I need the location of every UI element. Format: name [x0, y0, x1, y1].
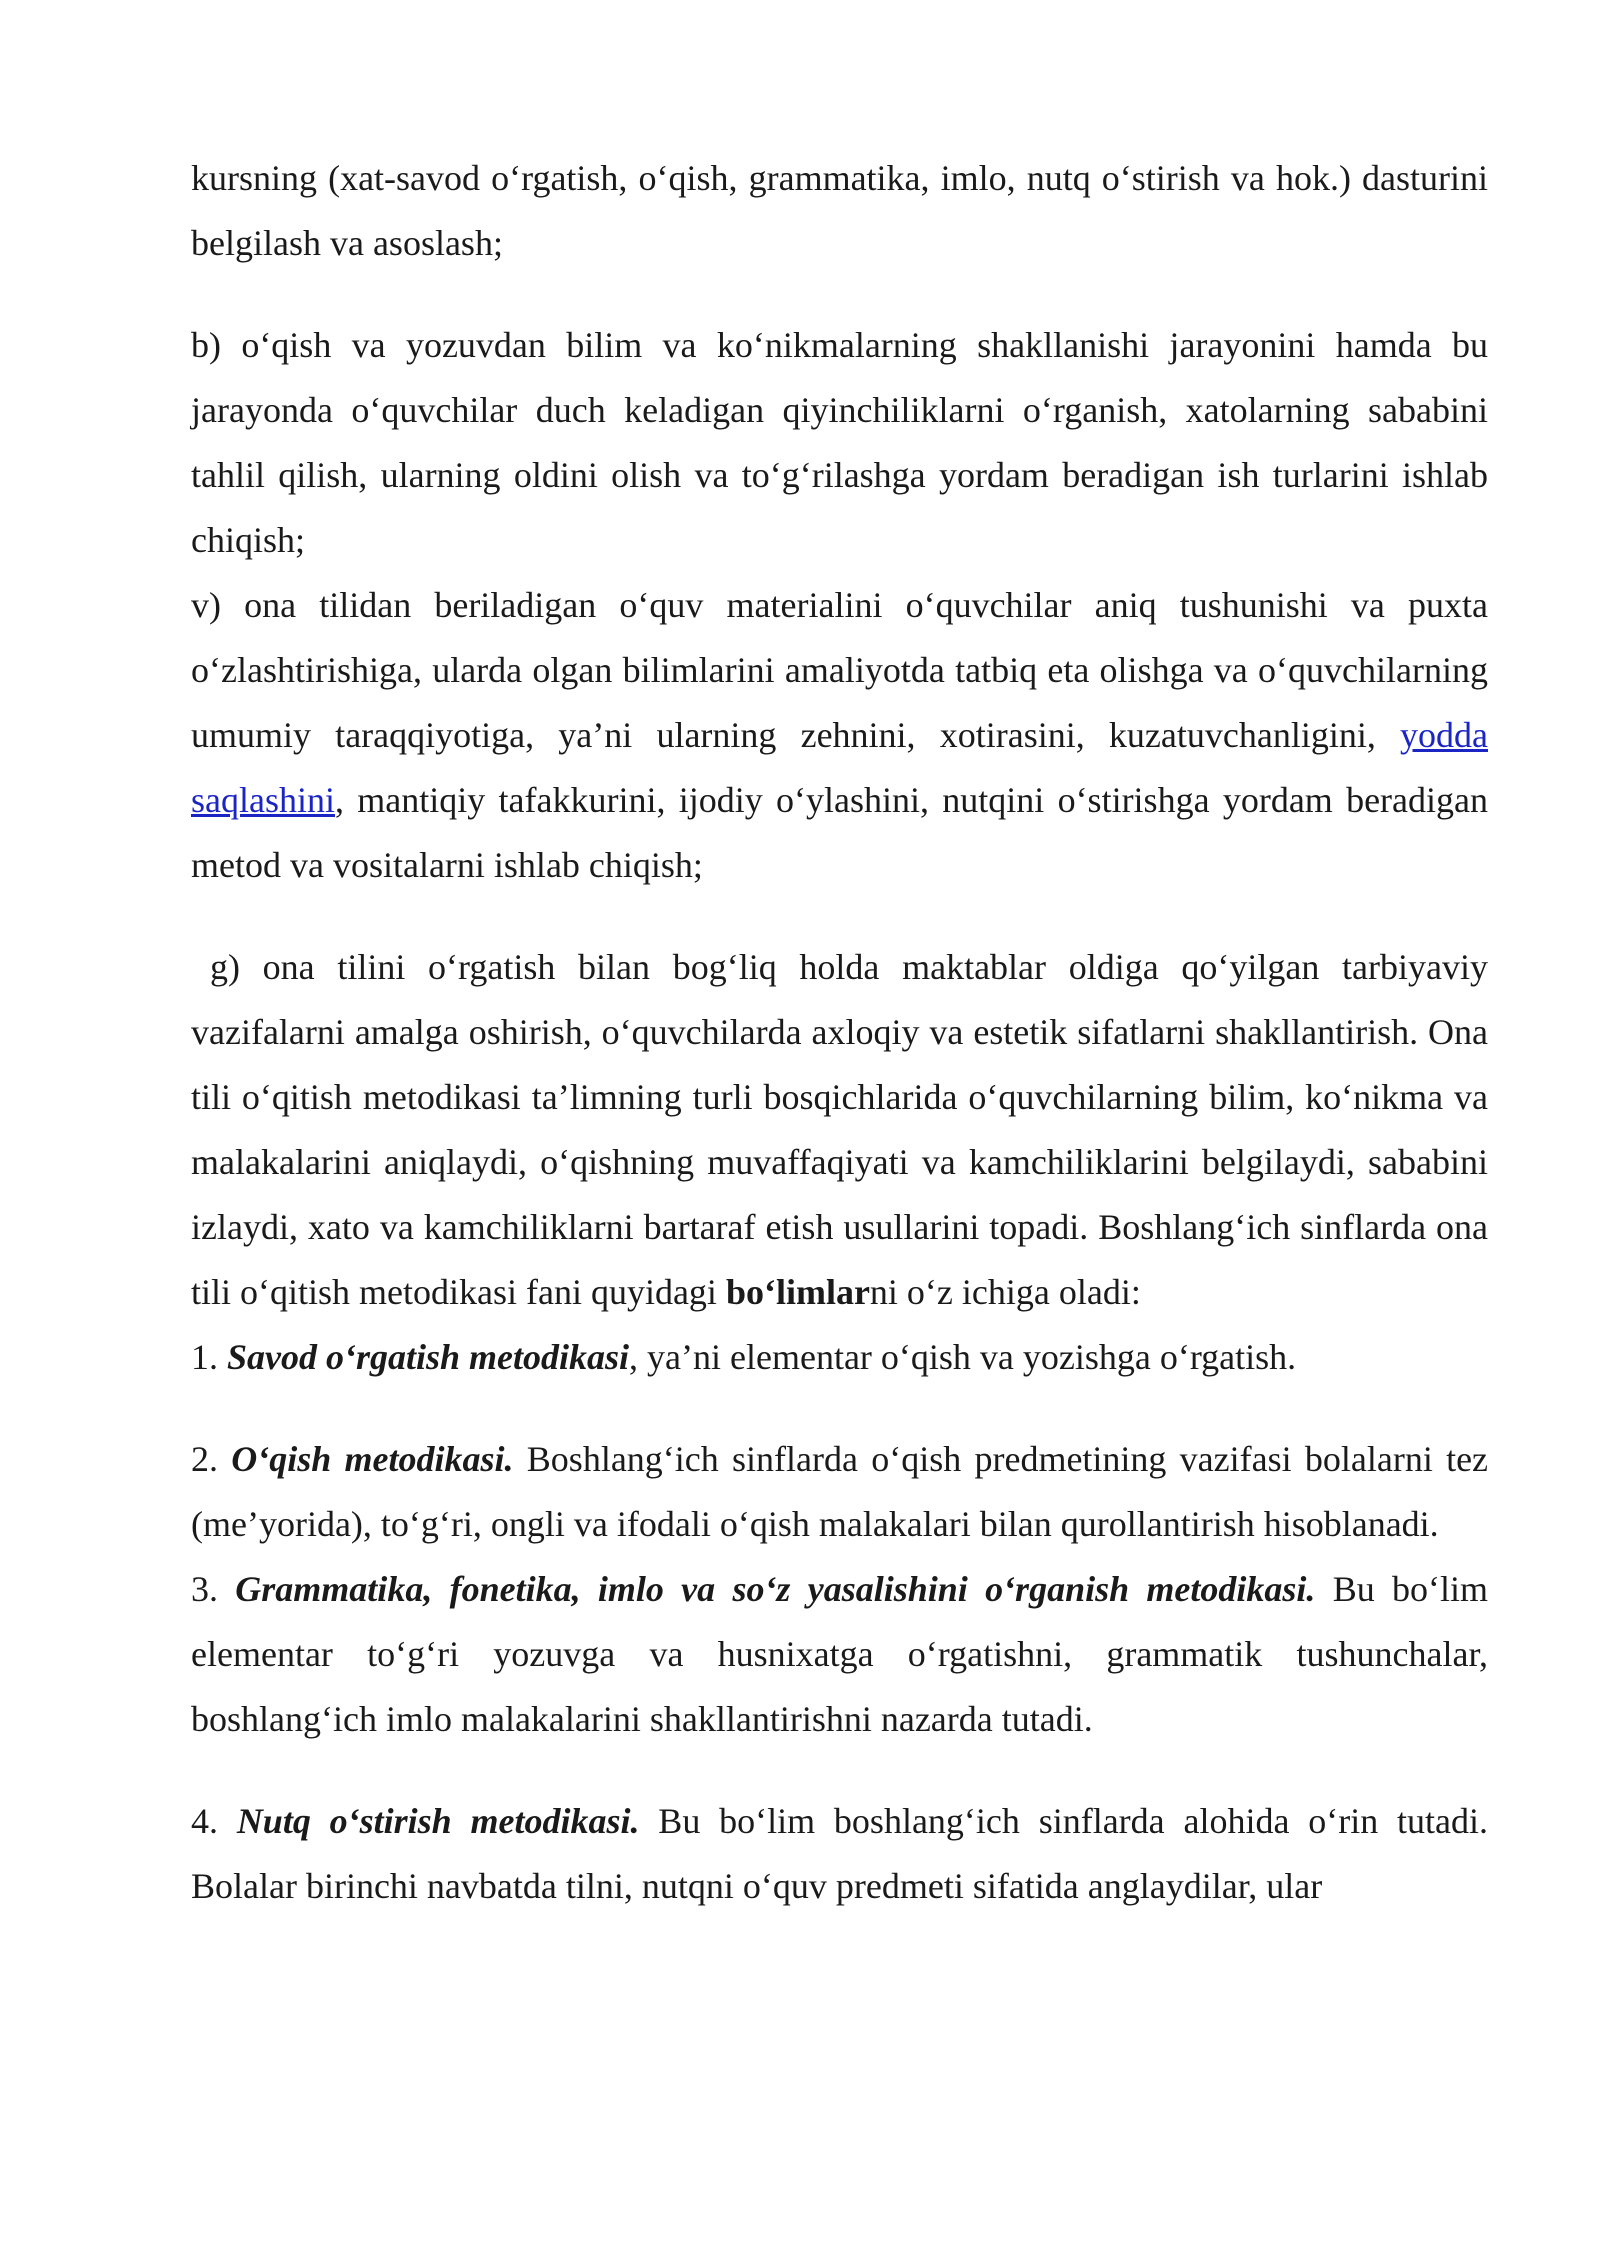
- section-3: [191, 1557, 1488, 1752]
- section-title: Grammatika, fonetika, imlo va so‘z yasalishini o‘rganish metodikasi.: [235, 1569, 1316, 1609]
- section-title: Savod o‘rgatish metodikasi: [227, 1337, 630, 1377]
- bolimlar-bold-text: bo‘limlar: [725, 1272, 870, 1312]
- paragraph-text: v) ona tilidan beriladigan o‘quv materialini o‘quvchilar aniq tushunishi va puxta o‘zlashtirishiga, ularda olgan bilimlarini amaliyotda tatbiq eta olishga va o‘quvchilarning umumiy taraqqiyotiga, ya’ni ularning zehnini, xotirasini, kuzatuvchanligini,: [191, 585, 1488, 755]
- paragraph-text: kursning (xat-savod o‘rgatish, o‘qish, grammatika, imlo, nutq o‘stirish va hok.) dasturini belgilash va asoslash;: [191, 158, 1488, 263]
- section-1: [191, 1325, 1488, 1390]
- section-number: 3.: [191, 1569, 218, 1609]
- paragraph-g: [191, 935, 1488, 1325]
- paragraph-b: [191, 313, 1488, 573]
- section-4: [191, 1789, 1488, 1919]
- section-number: 2.: [191, 1439, 218, 1479]
- paragraph-text: ni o‘z ichiga oladi:: [869, 1272, 1141, 1312]
- document-page: [191, 146, 1488, 1919]
- section-number: 4.: [191, 1801, 218, 1841]
- section-text: Boshlang‘ich sinflarda o‘qish predmetining vazifasi bolalarni tez (me’yorida), to‘g‘ri, ongli va ifodali o‘qish malakalari bilan qurollantirish hisoblanadi.: [191, 1439, 1489, 1544]
- paragraph-text: b) o‘qish va yozuvdan bilim va ko‘nikmalarning shakllanishi jarayonini hamda bu jarayonda o‘quvchilar duch keladigan qiyinchiliklarni o‘rganish, xatolarning sababini tahlil qilish, ularning oldini olish va to‘g‘rilashga yordam beradigan ish turlarini ishlab chiqish;: [191, 325, 1488, 560]
- section-text: , ya’ni elementar o‘qish va yozishga o‘rgatish.: [629, 1337, 1297, 1377]
- section-2: [191, 1427, 1488, 1557]
- paragraph-text: g) ona tilini o‘rgatish bilan bog‘liq holda maktablar oldiga qo‘yilgan tarbiyaviy vazifalarni amalga oshirish, o‘quvchilarda axloqiy va estetik sifatlarni shakllantirish. Ona tili o‘qitish metodikasi ta’limning turli bosqichlarida o‘quvchilarning bilim, ko‘nikma va malakalarini aniqlaydi, o‘qishning muvaffaqiyati va kamchiliklarini belgilaydi, sababini izlaydi, xato va kamchiliklarni bartaraf etish usullarini topadi. Boshlang‘ich sinflarda ona tili o‘qitish metodikasi fani quyidagi: [191, 947, 1488, 1312]
- paragraph-v: [191, 573, 1488, 898]
- section-title: O‘qish metodikasi.: [231, 1439, 514, 1479]
- section-text: Bu bo‘lim boshlang‘ich sinflarda alohida o‘rin tutadi. Bolalar birinchi navbatda tilni, nutqni o‘quv predmeti sifatida anglaydilar, ular: [191, 1801, 1489, 1906]
- section-number: 1.: [191, 1337, 218, 1377]
- section-text: Bu bo‘lim elementar to‘g‘ri yozuvga va husnixatga o‘rgatishni, grammatik tushunchalar, boshlang‘ich imlo malakalarini shakllantirishni nazarda tutadi.: [191, 1569, 1489, 1739]
- section-title: Nutq o‘stirish metodikasi.: [236, 1801, 640, 1841]
- yodda-saqlashini-link[interactable]: yodda saqlashini: [191, 715, 1488, 820]
- paragraph-kurs-dasturi: [191, 146, 1488, 276]
- paragraph-text: , mantiqiy tafakkurini, ijodiy o‘ylashini, nutqini o‘stirishga yordam beradigan metod va vositalarni ishlab chiqish;: [191, 780, 1488, 885]
